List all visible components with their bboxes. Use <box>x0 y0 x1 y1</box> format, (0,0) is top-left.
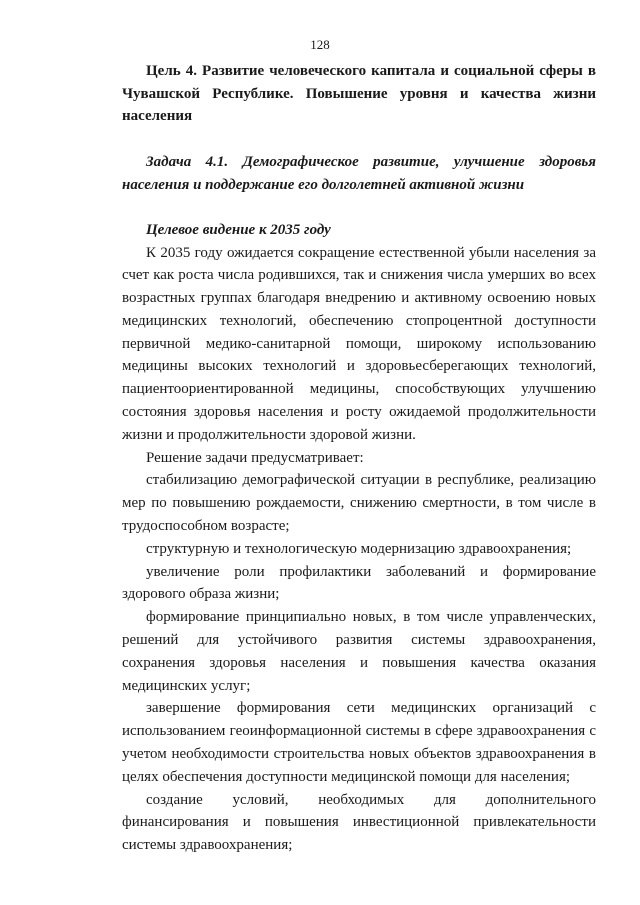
vision-heading: Целевое видение к 2035 году <box>146 221 331 238</box>
paragraph-forecast: К 2035 году ожидается сокращение естественной убыли населения за счет как роста числа родившихся, так и снижения числа умерших во всех возрастных группах благодаря внедрению и активному освоению новых медицинских технологий, обеспечению стопроцентной доступности первичной медико-санитарной помощи, широкому использованию медицины высоких технологий и здоровьесберегающих технологий, пациентоориентированной медицины, способствующих улучшению состояния здоровья населения и росту ожидаемой продолжительности жизни и продолжительности здоровой жизни. <box>122 244 596 443</box>
list-item-network-formation: завершение формирования сети медицинских организаций с использованием геоинформационной системы в сфере здравоохранения с учетом необходимости строительства новых объектов здравоохранения в целях обеспечения доступности медицинской помощи для населения; <box>122 700 596 785</box>
list-item-demography: стабилизацию демографической ситуации в республике, реализацию мер по повышению рождаемости, снижению смертности, в том числе в трудоспособном возрасте; <box>122 472 596 535</box>
list-item-modernization: структурную и технологическую модернизацию здравоохранения; <box>146 540 572 557</box>
task-heading: Задача 4.1. Демографическое развитие, улучшение здоровья населения и поддержание его долголетней активной жизни <box>122 153 596 193</box>
goal-heading: Цель 4. Развитие человеческого капитала и социальной сферы в Чувашской Республике. Повышение уровня и качества жизни населения <box>122 63 596 124</box>
list-item-management-solutions: формирование принципиально новых, в том числе управленческих, решений для устойчивого развития системы здравоохранения, сохранения здоровья населения и повышения качества оказания медицинских услуг; <box>122 609 596 694</box>
document-body <box>122 60 596 857</box>
list-item-prevention: увеличение роли профилактики заболеваний и формирование здорового образа жизни; <box>122 563 596 603</box>
list-item-financing-conditions: создание условий, необходимых для дополнительного финансирования и повышения инвестиционной привлекательности системы здравоохранения; <box>122 791 596 854</box>
paragraph-solution-intro: Решение задачи предусматривает: <box>146 449 364 466</box>
page-number: 128 <box>310 37 330 52</box>
